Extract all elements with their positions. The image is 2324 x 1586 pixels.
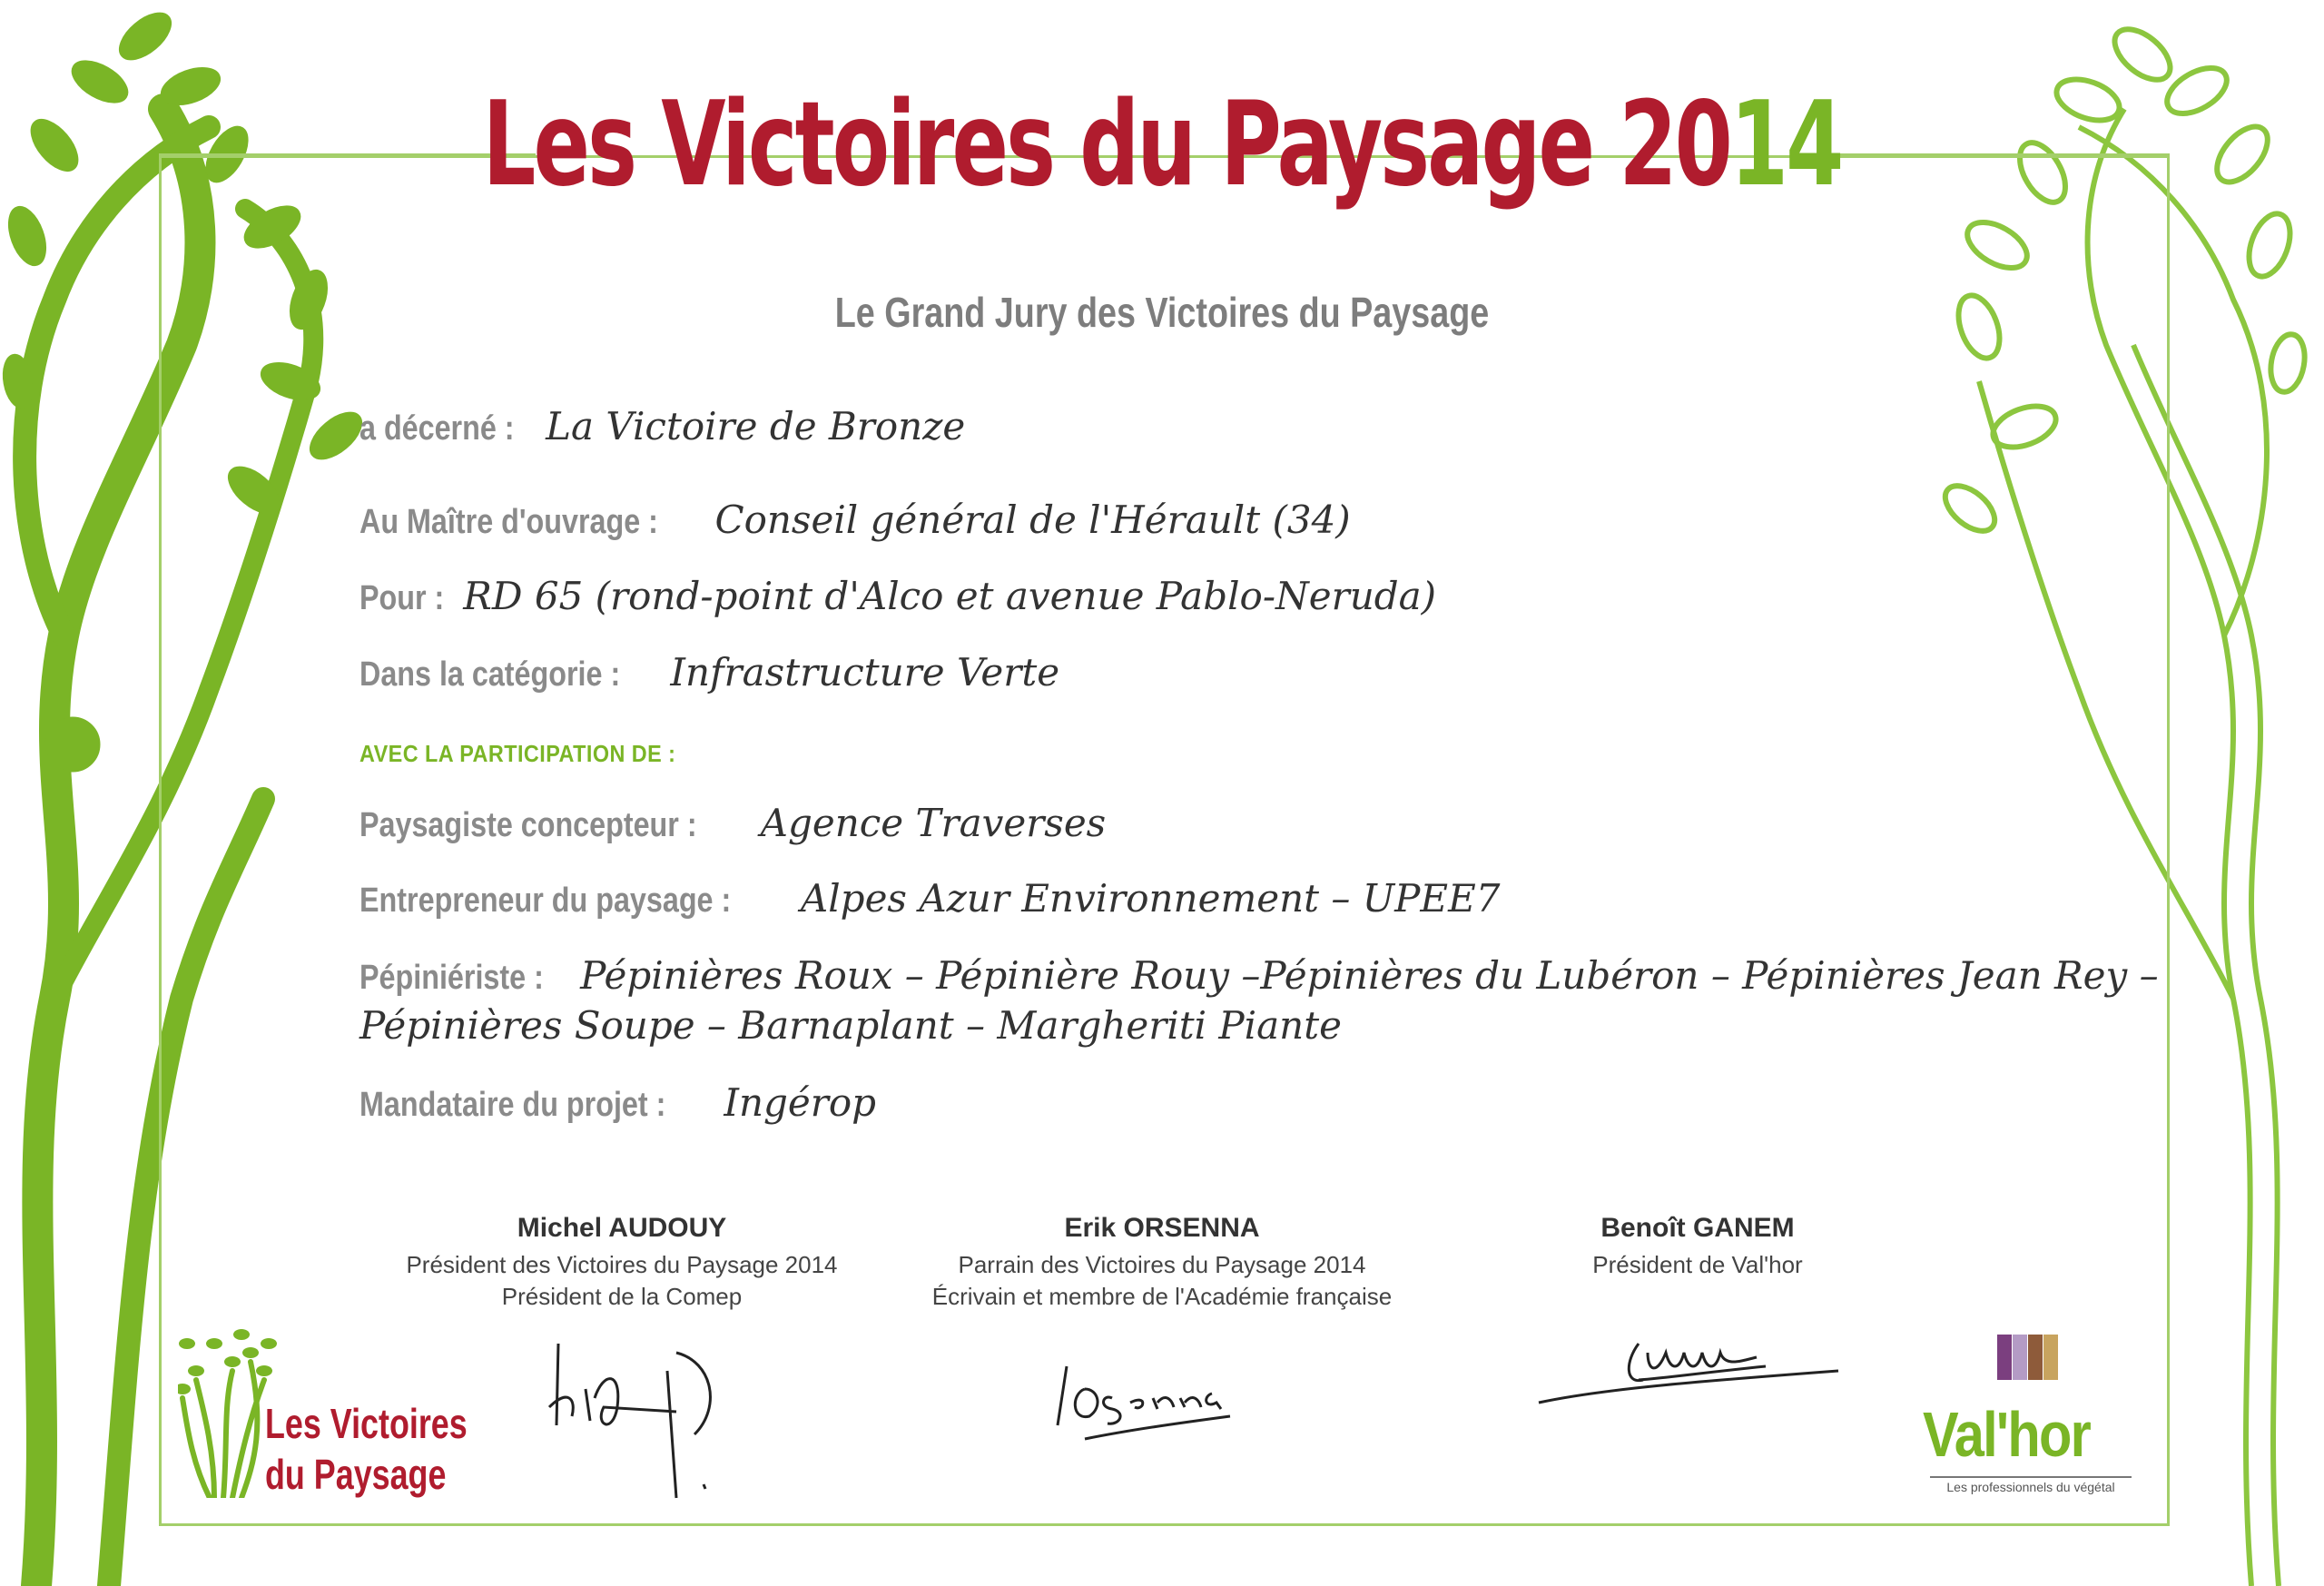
field-label: a décerné :	[359, 409, 515, 448]
signatory-role: Président de la Comep	[501, 1283, 743, 1310]
logo-line1: Les Victoires	[265, 1400, 468, 1447]
field-label: Au Maître d'ouvrage :	[359, 503, 658, 541]
signatory-orsenna	[885, 1213, 1439, 1313]
signature-audouy-icon	[540, 1335, 740, 1507]
participant-value: Pépinières Roux – Pépinière Rouy –Pépinières du Lubéron – Pépinières Jean Rey –	[580, 953, 2159, 998]
signatory-name: Michel AUDOUY	[517, 1213, 727, 1243]
signatory-role: Président de Val'hor	[1592, 1251, 1803, 1278]
participant-nursery	[359, 953, 2159, 998]
title-year-suffix: 14	[1729, 77, 1842, 212]
participant-value: Agence Traverses	[760, 801, 1107, 845]
participation-heading: AVEC LA PARTICIPATION DE :	[359, 740, 676, 767]
signature-orsenna-icon	[1049, 1353, 1294, 1453]
signatory-role: Président des Victoires du Paysage 2014	[406, 1251, 838, 1278]
signatory-role: Écrivain et membre de l'Académie française	[931, 1283, 1393, 1310]
logo-line2: du Paysage	[265, 1451, 447, 1498]
signatory-name: Benoît GANEM	[1600, 1213, 1795, 1243]
signatory-role: Parrain des Victoires du Paysage 2014	[958, 1251, 1366, 1278]
signatory-ganem	[1471, 1213, 1925, 1281]
field-value: Conseil général de l'Hérault (34)	[714, 497, 1351, 542]
participant-value-line2: Pépinières Soupe – Barnaplant – Margheriti Piante	[359, 1003, 1342, 1048]
field-awarded	[359, 404, 965, 448]
valhor-tagline: Les professionnels du végétal	[1930, 1476, 2132, 1494]
participant-label: Pépiniériste :	[359, 959, 544, 997]
certificate-title	[325, 73, 1998, 218]
field-value: La Victoire de Bronze	[546, 404, 966, 448]
signatory-audouy	[350, 1213, 894, 1313]
victoires-logo-text	[265, 1398, 468, 1500]
field-client	[359, 497, 1351, 542]
participant-label: Mandataire du projet :	[359, 1086, 666, 1124]
signatory-name: Erik ORSENNA	[1064, 1213, 1260, 1243]
field-value: RD 65 (rond-point d'Alco et avenue Pablo-Neruda)	[463, 574, 1437, 618]
participant-nursery-line2	[359, 1003, 1342, 1048]
participant-agent	[359, 1080, 876, 1125]
field-label: Dans la catégorie :	[359, 655, 621, 694]
field-category	[359, 650, 1059, 694]
participant-label: Paysagiste concepteur :	[359, 806, 697, 844]
participant-label: Entrepreneur du paysage :	[359, 882, 732, 920]
field-label: Pour :	[359, 579, 445, 617]
title-main: Les Victoires du Paysage 20	[482, 77, 1730, 212]
field-project	[359, 574, 1436, 618]
signature-ganem-icon	[1530, 1316, 1856, 1416]
participant-contractor	[359, 876, 1500, 921]
participant-value: Ingérop	[724, 1080, 877, 1125]
valhor-logo-text: Val'hor	[1923, 1399, 2091, 1470]
jury-heading: Le Grand Jury des Victoires du Paysage	[834, 289, 1490, 336]
field-value: Infrastructure Verte	[670, 650, 1060, 694]
participant-value: Alpes Azur Environnement – UPEE7	[800, 876, 1501, 921]
participant-designer	[359, 801, 1106, 845]
